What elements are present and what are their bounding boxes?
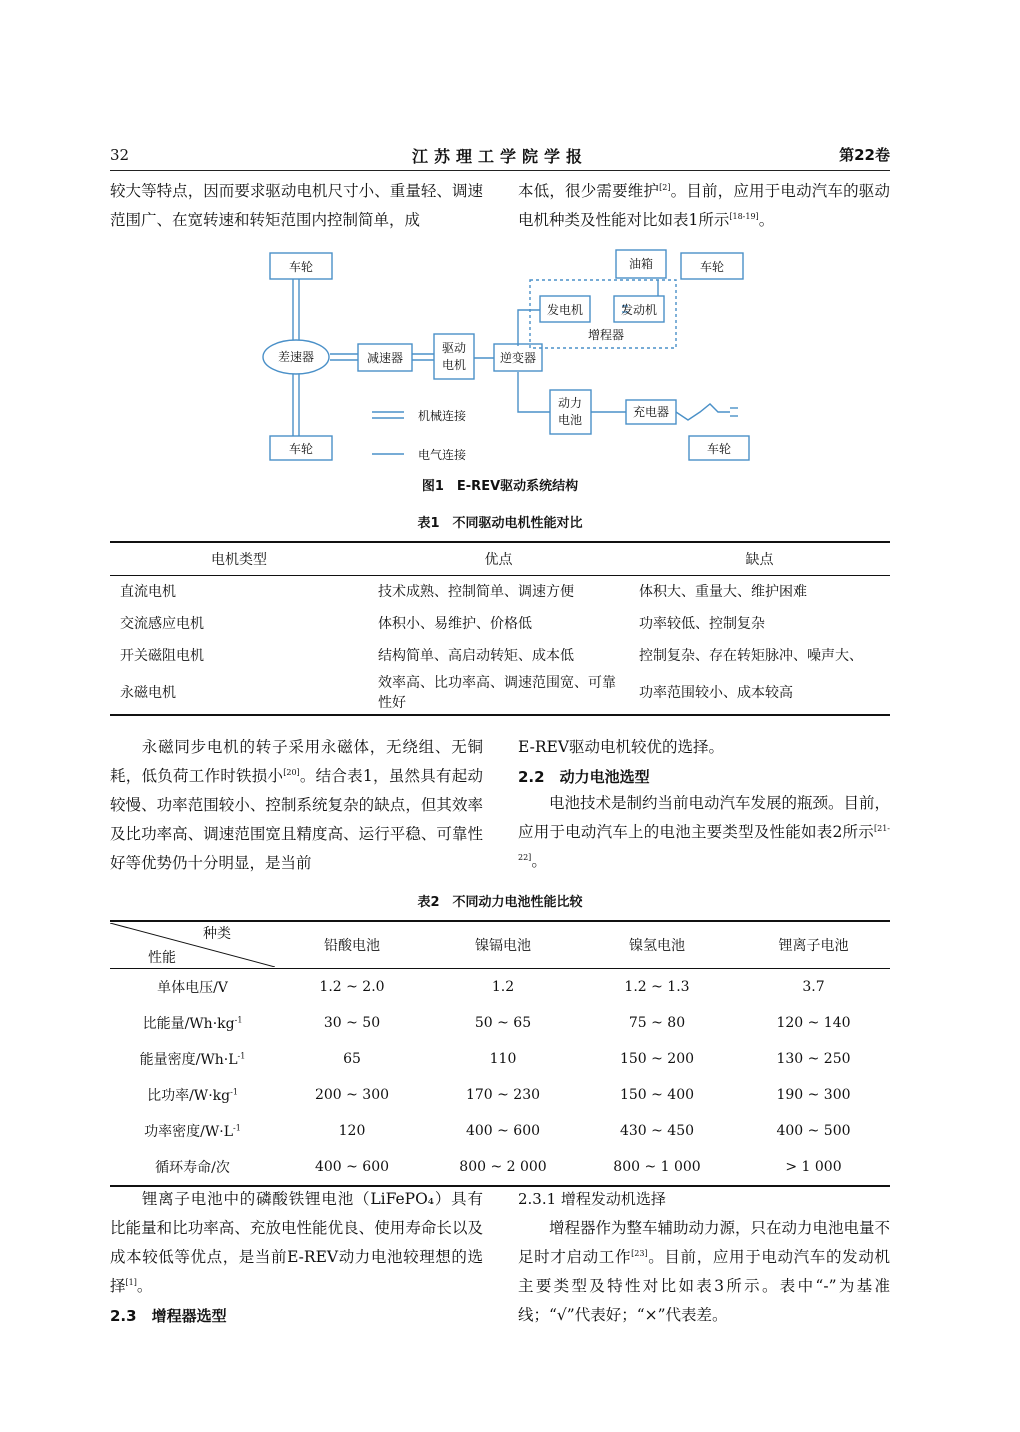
- row-label: 比能量$/Wh\cdot kg^{-1}$: [142, 1015, 243, 1032]
- table-cell: 110: [489, 1051, 517, 1067]
- table-row: [110, 1149, 890, 1186]
- table-cell: 170 ~ 230: [465, 1087, 541, 1103]
- table-cell: 150 ~ 400: [619, 1087, 695, 1103]
- table-row: [110, 1077, 890, 1113]
- engine-label: 发动机: [620, 303, 658, 317]
- table-header-row: [110, 921, 890, 969]
- table-cell: 200 ~ 300: [314, 1087, 390, 1103]
- paragraph-bottom-left: 锂离子电池中的磷酸铁锂电池（LiFePO₄）具有比能量和比功率高、充放电性能优良、使用寿命长以及成本较低等优点，是当前E-REV动力电池较理想的选择[1]。: [110, 1190, 483, 1295]
- table-cell: 开关磁阻电机: [120, 648, 204, 664]
- wheel-bottom-right: 车轮: [706, 442, 732, 456]
- row-label: 比功率$/W\cdot kg^{-1}$: [147, 1087, 238, 1104]
- table-header-row: [110, 542, 890, 576]
- table-corner-header: [110, 921, 275, 969]
- fuel-tank-label: 油箱: [628, 257, 654, 271]
- table-header: 电机类型: [110, 542, 368, 576]
- figure1-caption: 图1 E-REV驱动系统结构: [421, 479, 579, 494]
- differential-label: 差速器: [277, 350, 315, 364]
- inverter-label: 逆变器: [499, 351, 537, 365]
- legend-mechanical: 机械连接: [418, 409, 467, 423]
- table-row: [110, 640, 890, 672]
- motor-label-2: 电机: [441, 358, 467, 372]
- paragraph-bottom-right: 增程器作为整车辅助动力源，只在动力电池电量不足时才启动工作[23]。目前，应用于电动汽车的发动机主要类型及特性对比如表3所示。表中“-”为基准线；“√”代表好；“×”代表差。: [518, 1219, 891, 1324]
- table-header: 镍氢电池: [577, 921, 737, 969]
- table-cell: 30 ~ 50: [323, 1015, 381, 1031]
- table-cell: 结构简单、高启动转矩、成本低: [378, 648, 574, 664]
- page-number: 32: [110, 146, 130, 164]
- section-heading-2-3: 2.3 增程器选型: [110, 1307, 227, 1325]
- corner-bottom-label: 性能: [148, 950, 176, 966]
- wheel-top-left: 车轮: [288, 260, 314, 274]
- table-cell: 永磁电机: [120, 685, 176, 701]
- table-cell: 400 ~ 600: [314, 1159, 390, 1175]
- range-extender-label: 增程器: [587, 328, 625, 342]
- volume-label: 第22卷: [839, 146, 890, 164]
- reducer-label: 减速器: [366, 351, 404, 365]
- table-cell: 130 ~ 250: [776, 1051, 851, 1067]
- table-cell: 体积大、重量大、维护困难: [639, 584, 807, 600]
- section-heading-2-3-1: 2.3.1 增程发动机选择: [518, 1190, 666, 1208]
- table-cell: 120 ~ 140: [776, 1015, 851, 1031]
- table-row: [110, 969, 890, 1006]
- table-cell: 控制复杂、存在转矩脉冲、噪声大、: [639, 648, 863, 664]
- table-cell: 800 ~ 1 000: [613, 1159, 701, 1175]
- table-row: [110, 1005, 890, 1041]
- motor-label-1: 驱动: [441, 341, 467, 355]
- table-cell: 效率高、比功率高、调速范围宽、可靠性好: [378, 675, 616, 711]
- table-cell: 1.2: [491, 979, 515, 995]
- table-cell: 50 ~ 65: [474, 1015, 532, 1031]
- table-cell: 400 ~ 600: [465, 1123, 541, 1139]
- table-row: [110, 672, 890, 715]
- paragraph-top-right: 本低，很少需要维护[2]。目前，应用于电动汽车的驱动电机种类及性能对比如表1所示[18-19]。: [518, 182, 890, 229]
- table-cell: 190 ~ 300: [776, 1087, 851, 1103]
- table-cell: > 1 000: [785, 1159, 842, 1175]
- table-cell: 3.7: [802, 979, 825, 995]
- table-cell: 1.2 ~ 2.0: [319, 979, 385, 995]
- table-cell: 体积小、易维护、价格低: [378, 616, 532, 632]
- paragraph-battery-intro: 电池技术是制约当前电动汽车发展的瓶颈。目前，应用于电动汽车上的电池主要类型及性能如表2所示[21-22]。: [518, 794, 891, 870]
- table-row: [110, 1041, 890, 1077]
- running-header: [110, 140, 890, 171]
- table-cell: 直流电机: [120, 584, 176, 600]
- section-heading-2-2: 2.2 动力电池选型: [518, 768, 650, 786]
- table-cell: 800 ~ 2 000: [459, 1159, 547, 1175]
- table-cell: 430 ~ 450: [619, 1123, 695, 1139]
- erev-drive-structure-diagram: [260, 248, 760, 463]
- table-cell: 交流感应电机: [120, 616, 204, 632]
- table-cell: 65: [343, 1051, 361, 1067]
- row-label: 循环寿命/次: [155, 1160, 230, 1176]
- table-cell: 功率范围较小、成本较高: [639, 685, 793, 701]
- table-header: 锂离子电池: [737, 921, 890, 969]
- table-cell: 技术成熟、控制简单、调速方便: [378, 584, 574, 600]
- table1-caption: 表1 不同驱动电机性能对比: [417, 516, 583, 531]
- table-header: 缺点: [629, 542, 890, 576]
- paragraph-middle-right-line: E-REV驱动电机较优的选择。: [518, 738, 725, 756]
- charger-label: 充电器: [632, 405, 670, 419]
- table-cell: 1.2 ~ 1.3: [624, 979, 690, 995]
- table-header: 铅酸电池: [275, 921, 429, 969]
- table-row: [110, 576, 890, 609]
- row-label: 功率密度$/W\cdot L^{-1}$: [144, 1123, 241, 1140]
- row-label: 能量密度$/Wh\cdot L^{-1}$: [139, 1051, 246, 1068]
- wheel-top-right: 车轮: [699, 260, 725, 274]
- battery-label-2: 电池: [557, 413, 583, 427]
- generator-label: 发电机: [546, 303, 584, 317]
- table2-caption: 表2 不同动力电池性能比较: [417, 895, 583, 910]
- table-cell: 400 ~ 500: [776, 1123, 851, 1139]
- journal-title: 江苏理工学院学报: [411, 147, 588, 166]
- table-cell: 120: [338, 1123, 366, 1139]
- paragraph-middle-left: 永磁同步电机的转子采用永磁体，无绕组、无铜耗，低负荷工作时铁损小[20]。结合表1，虽然具有起动较慢、功率范围较小、控制系统复杂的缺点，但其效率及比功率高、调速范围宽且精度高、运行平稳、可靠性好等优势仍十分明显，是当前: [110, 738, 483, 872]
- table-header: 优点: [368, 542, 629, 576]
- table-header: 镍镉电池: [429, 921, 577, 969]
- corner-top-label: 种类: [203, 926, 231, 942]
- battery-label-1: 动力: [557, 396, 583, 410]
- table1-motor-comparison: [110, 541, 890, 716]
- table-cell: 功率较低、控制复杂: [639, 616, 765, 632]
- table2-battery-comparison: [110, 920, 890, 1187]
- legend-electrical: 电气连接: [418, 448, 467, 462]
- table-cell: 75 ~ 80: [628, 1015, 686, 1031]
- row-label: 单体电压/V: [157, 980, 228, 996]
- table-row: [110, 608, 890, 640]
- paragraph-top-left: 较大等特点，因而要求驱动电机尺寸小、重量轻、调速范围广、在宽转速和转矩范围内控制简单，成: [110, 182, 483, 229]
- table-cell: 150 ~ 200: [619, 1051, 695, 1067]
- wheel-bottom-left: 车轮: [288, 442, 314, 456]
- table-row: [110, 1113, 890, 1149]
